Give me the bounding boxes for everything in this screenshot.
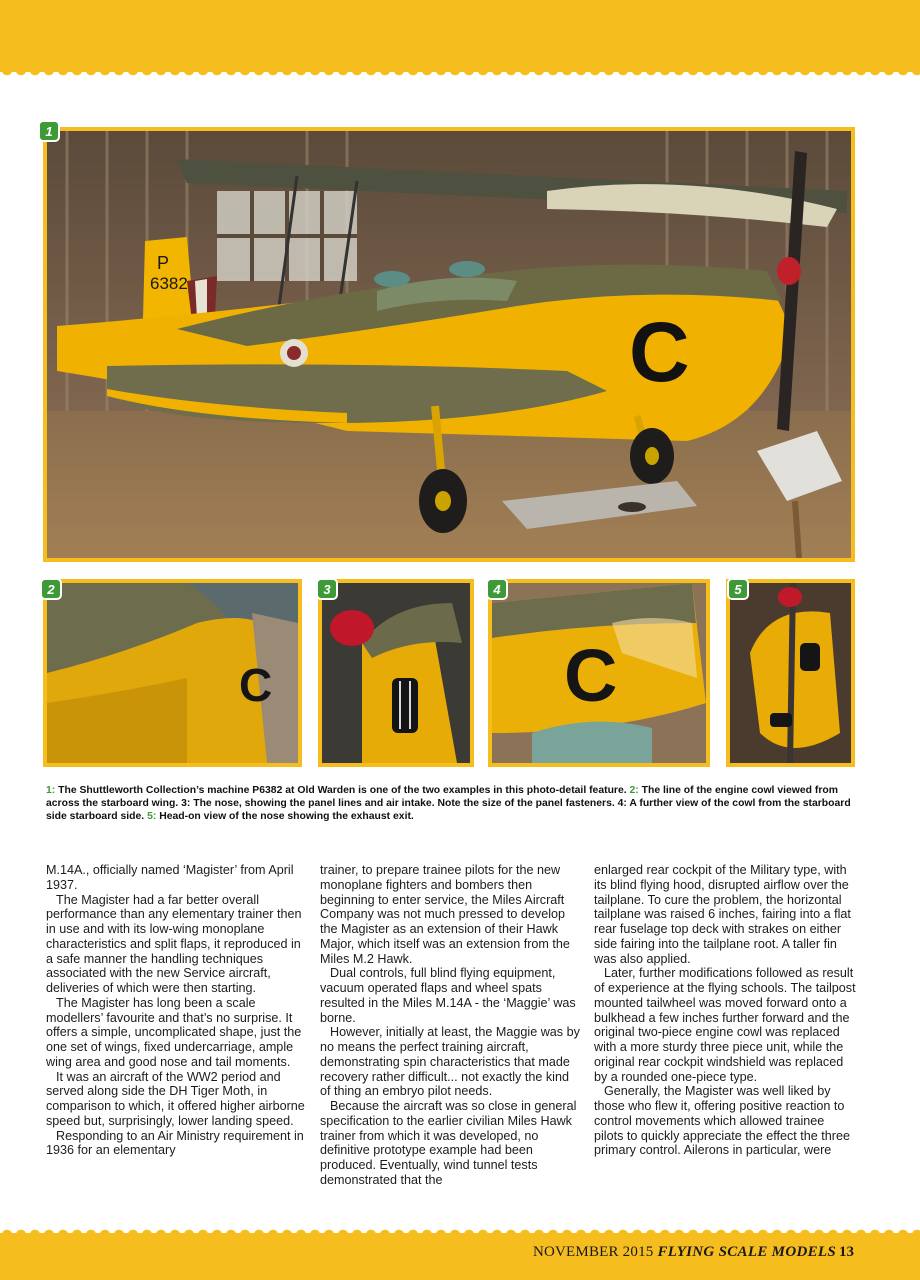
paragraph: The Magister has long been a scale modellers’ favourite and that’s no surprise. It offers a simple, uncomplicated shape, just the one set of wings, fixed undercarriage, ample wing area and good nose and tail moments. [46, 995, 302, 1069]
photo-5-nose-exhaust [726, 579, 855, 767]
page-footer [533, 1244, 854, 1261]
paragraph: Later, further modifications followed as result of experience at the flying schools. The tailpost mounted tailwheel was moved forward onto a bulkhead a few inches further forward and the original two-piece engine cowl was replaced with a more sturdy three piece unit, while the original rear cockpit windshield was replaced by a rounded one-piece type. [594, 966, 856, 1084]
paragraph: trainer, to prepare trainee pilots for the new monoplane fighters and bombers then beginning to enter service, the Miles Aircraft Company was not much pressed to develop the Magister as an extension of their Hawk Major, which itself was an extension from the Miles M.2 Hawk. [320, 863, 570, 966]
paragraph: enlarged rear cockpit of the Military type, with its blind flying hood, disrupted airflow over the tailplane. To cure the problem, the horizontal tailplane was raised 6 inches, fairing into a flat rear fuselage top deck with strakes on either side fairing into the tailplane root. A taller fin was also applied. [594, 863, 851, 966]
footer-magazine-title: FLYING SCALE MODELS [657, 1244, 836, 1260]
footer-page-number: 13 [839, 1244, 854, 1260]
photo-2-image [47, 583, 298, 763]
paragraph: Because the aircraft was so close in general specification to the earlier civilian Miles Hawk trainer from which it was developed, no definitive prototype example had been produced. Eventually, wind tunnel tests demonstrated that the [320, 1099, 577, 1187]
body-column-3 [594, 863, 856, 1158]
caption-text-5: Head-on view of the nose showing the exhaust exit. [156, 811, 414, 823]
photo-5-image [730, 583, 851, 763]
paragraph: Dual controls, full blind flying equipment, vacuum operated flaps and wheel spats resulted in the Miles M.14A - the ‘Maggie’ was borne. [320, 966, 576, 1025]
photo-1-image [47, 131, 851, 558]
photo-2-cowl-line [43, 579, 302, 767]
photo-5-number-badge: 5 [727, 578, 749, 600]
photo-4-image [492, 583, 706, 763]
photo-4-letter: C [564, 634, 618, 717]
photo-4-number-badge: 4 [486, 578, 508, 600]
paragraph: M.14A., officially named ‘Magister’ from April 1937. [46, 863, 294, 892]
top-scalloped-edge [0, 70, 920, 82]
photo-1-number-badge: 1 [38, 120, 60, 142]
photo-2-letter: C [239, 659, 273, 711]
fuselage-code-letter: C [629, 305, 690, 399]
body-column-1 [46, 863, 308, 1158]
photo-3-number-badge: 3 [316, 578, 338, 600]
paragraph: Responding to an Air Ministry requirement in 1936 for an elementary [46, 1128, 304, 1158]
footer-month: NOVEMBER 2015 [532, 1244, 654, 1260]
photo-caption [46, 784, 866, 824]
caption-number-5: 5: [147, 811, 157, 823]
paragraph: However, initially at least, the Maggie was by no means the perfect training aircraft, demonstrating spin characteristics that made recovery rather difficult... not exactly the kind of thing an embryo pilot needs. [320, 1025, 580, 1099]
photo-3-nose-air-intake [318, 579, 474, 767]
caption-text-1: The Shuttleworth Collection’s machine P6382 at Old Warden is one of the two examples in this photo-detail feature. [55, 785, 630, 796]
photo-2-number-badge: 2 [40, 578, 62, 600]
photo-3-image [322, 583, 470, 763]
top-yellow-band [0, 0, 920, 72]
caption-text-2: The line of the engine cowl viewed from across the starboard wing. 3: The nose, showing the panel lines and air intake. Note the size of the panel fasteners. 4: A further view of the cowl from the starboard side starboard side. [46, 785, 851, 823]
photo-1-magister-in-hangar [43, 127, 855, 562]
paragraph: It was an aircraft of the WW2 period and served along side the DH Tiger Moth, in comparison to which, it offered higher airborne speed but, surprisingly, lower landing speed. [46, 1069, 305, 1128]
fin-serial-letter: P [157, 253, 170, 273]
body-column-2 [320, 863, 582, 1188]
photo-4-cowl-starboard [488, 579, 710, 767]
caption-number-1: 1: [46, 785, 56, 796]
caption-number-2: 2: [629, 785, 639, 796]
paragraph: Generally, the Magister was well liked by those who flew it, offering positive reaction to control movements which allowed trainee pilots to quickly appreciate the effect the three primary control. Ailerons in particular, were [594, 1084, 850, 1158]
fin-serial-digits: 6382 [150, 274, 188, 293]
paragraph: The Magister had a far better overall performance than any elementary trainer then in use and with its low-wing monoplane characteristics and split flaps, it reproduced in a safe manner the handling techniques associated with the new Service aircraft, deliveries of which were then starting. [46, 892, 302, 995]
